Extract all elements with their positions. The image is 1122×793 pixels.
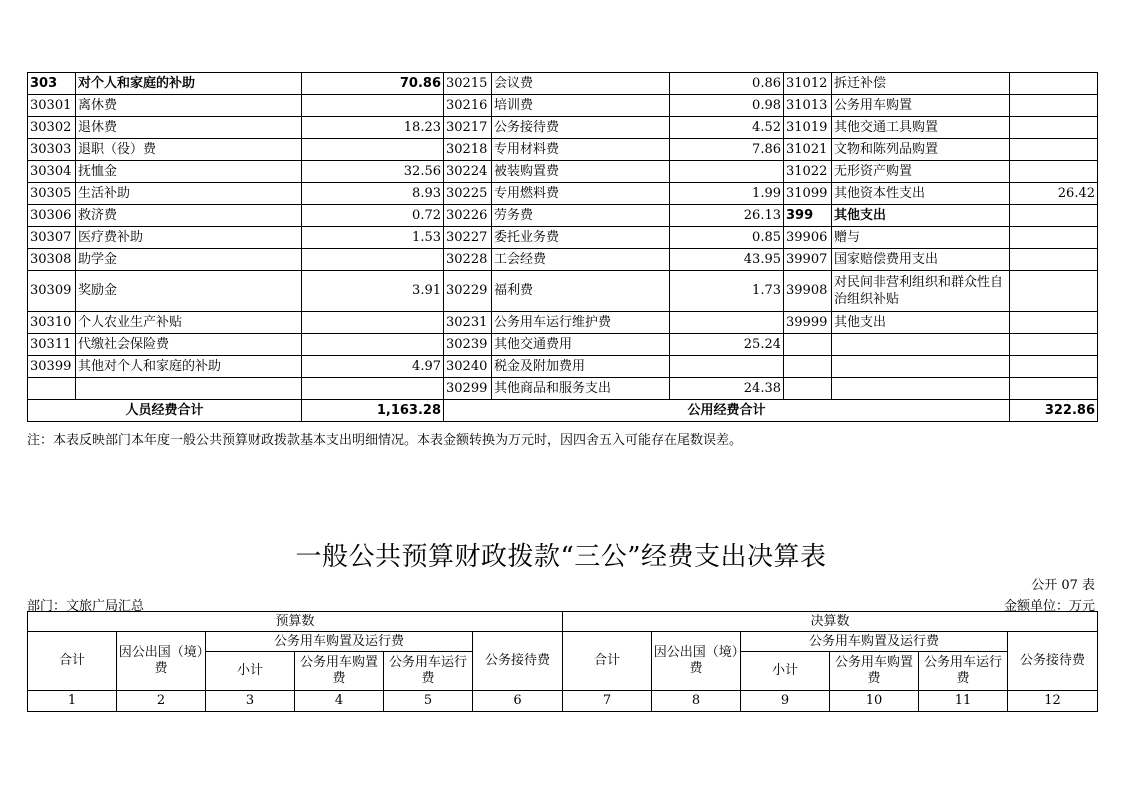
- table-row: [28, 183, 1098, 205]
- item-code: 30227: [444, 227, 492, 249]
- item-code: 39908: [784, 271, 832, 312]
- column-number: 1: [28, 691, 117, 712]
- totals-row: [28, 400, 1098, 422]
- item-code: 30310: [28, 312, 76, 334]
- item-code: 30216: [444, 95, 492, 117]
- item-amount: [1010, 249, 1098, 271]
- item-code: 30224: [444, 161, 492, 183]
- item-code: [28, 378, 76, 400]
- item-code: 31013: [784, 95, 832, 117]
- item-amount: [302, 378, 444, 400]
- table-row: [28, 205, 1098, 227]
- item-name: 培训费: [492, 95, 670, 117]
- item-amount: [1010, 205, 1098, 227]
- item-amount: [302, 249, 444, 271]
- item-code: [784, 378, 832, 400]
- item-code: 30229: [444, 271, 492, 312]
- item-amount: [1010, 334, 1098, 356]
- item-code: 30301: [28, 95, 76, 117]
- column-number-row: [28, 691, 1098, 712]
- item-name: 其他资本性支出: [832, 183, 1010, 205]
- item-code: 30308: [28, 249, 76, 271]
- item-amount: 3.91: [302, 271, 444, 312]
- item-name: 委托业务费: [492, 227, 670, 249]
- budget-subtotal-header: 小计: [206, 652, 295, 691]
- item-code: 30226: [444, 205, 492, 227]
- item-amount: [1010, 95, 1098, 117]
- item-amount: [302, 139, 444, 161]
- amount-unit-label: 金额单位：万元: [1003, 599, 1095, 614]
- item-name: 文物和陈列品购置: [832, 139, 1010, 161]
- item-amount: 18.23: [302, 117, 444, 139]
- item-amount: [670, 356, 784, 378]
- budget-header: 预算数: [28, 612, 563, 632]
- personnel-total-value: 1,163.28: [302, 400, 444, 422]
- item-amount: 0.85: [670, 227, 784, 249]
- department-label: 部门：文旅广局汇总: [27, 599, 145, 614]
- item-code: 31099: [784, 183, 832, 205]
- column-number: 3: [206, 691, 295, 712]
- table-row: [28, 271, 1098, 312]
- item-code: 30231: [444, 312, 492, 334]
- item-name: 其他商品和服务支出: [492, 378, 670, 400]
- item-name: 其他支出: [832, 205, 1010, 227]
- item-amount: 4.97: [302, 356, 444, 378]
- item-amount: 8.93: [302, 183, 444, 205]
- item-name: 国家赔偿费用支出: [832, 249, 1010, 271]
- item-code: 31012: [784, 73, 832, 95]
- item-amount: 0.86: [670, 73, 784, 95]
- column-number: 9: [741, 691, 830, 712]
- table-row: [28, 312, 1098, 334]
- item-name: 对个人和家庭的补助: [76, 73, 302, 95]
- item-name: 工会经费: [492, 249, 670, 271]
- item-amount: 1.73: [670, 271, 784, 312]
- item-amount: [1010, 73, 1098, 95]
- table-row: [28, 161, 1098, 183]
- item-name: 抚恤金: [76, 161, 302, 183]
- table-row: [28, 227, 1098, 249]
- item-amount: [302, 312, 444, 334]
- item-code: 30228: [444, 249, 492, 271]
- item-amount: [670, 161, 784, 183]
- item-name: 其他交通工具购置: [832, 117, 1010, 139]
- item-amount: 26.42: [1010, 183, 1098, 205]
- item-code: 30215: [444, 73, 492, 95]
- item-name: 福利费: [492, 271, 670, 312]
- item-code: [784, 356, 832, 378]
- item-amount: [1010, 117, 1098, 139]
- item-amount: [1010, 312, 1098, 334]
- item-code: 30307: [28, 227, 76, 249]
- item-amount: [1010, 227, 1098, 249]
- item-name: 被装购置费: [492, 161, 670, 183]
- item-code: 30302: [28, 117, 76, 139]
- item-name: 退休费: [76, 117, 302, 139]
- budget-vehicle-purchase-header: 公务用车购置费: [295, 652, 384, 691]
- item-name: 其他支出: [832, 312, 1010, 334]
- item-name: 代缴社会保险费: [76, 334, 302, 356]
- item-name: 劳务费: [492, 205, 670, 227]
- public-total-value: 322.86: [1010, 400, 1098, 422]
- budget-reception-header: 公务接待费: [473, 632, 563, 691]
- item-code: 31021: [784, 139, 832, 161]
- item-name: 退职（役）费: [76, 139, 302, 161]
- public-total-label: 公用经费合计: [444, 400, 1010, 422]
- item-code: 30217: [444, 117, 492, 139]
- item-code: 30311: [28, 334, 76, 356]
- final-abroad-header: 因公出国（境）费: [652, 632, 741, 691]
- item-code: 30399: [28, 356, 76, 378]
- table-row: [28, 356, 1098, 378]
- item-code: 39907: [784, 249, 832, 271]
- item-name: 奖励金: [76, 271, 302, 312]
- item-name: 会议费: [492, 73, 670, 95]
- item-code: 31019: [784, 117, 832, 139]
- item-name: [76, 378, 302, 400]
- item-name: 对民间非营利组织和群众性自治组织补贴: [832, 271, 1010, 312]
- final-subtotal-header: 小计: [741, 652, 830, 691]
- item-amount: 70.86: [302, 73, 444, 95]
- column-number: 6: [473, 691, 563, 712]
- item-code: [784, 334, 832, 356]
- item-name: 其他对个人和家庭的补助: [76, 356, 302, 378]
- final-total-header: 合计: [563, 632, 652, 691]
- item-code: 30304: [28, 161, 76, 183]
- table-row: [28, 73, 1098, 95]
- table-row: [28, 95, 1098, 117]
- item-code: 30225: [444, 183, 492, 205]
- item-name: 其他交通费用: [492, 334, 670, 356]
- item-code: 30309: [28, 271, 76, 312]
- final-vehicle-purchase-header: 公务用车购置费: [830, 652, 919, 691]
- item-code: 30306: [28, 205, 76, 227]
- column-number: 8: [652, 691, 741, 712]
- basic-expenditure-detail-table: [27, 72, 1098, 422]
- item-code: 30299: [444, 378, 492, 400]
- item-name: 拆迁补偿: [832, 73, 1010, 95]
- final-header: 决算数: [563, 612, 1098, 632]
- item-name: 专用材料费: [492, 139, 670, 161]
- item-amount: [302, 95, 444, 117]
- item-code: 30239: [444, 334, 492, 356]
- budget-vehicle-group-header: 公务用车购置及运行费: [206, 632, 473, 652]
- column-number: 5: [384, 691, 473, 712]
- item-amount: 25.24: [670, 334, 784, 356]
- item-amount: 26.13: [670, 205, 784, 227]
- item-name: 赠与: [832, 227, 1010, 249]
- item-code: 303: [28, 73, 76, 95]
- table-row: [28, 249, 1098, 271]
- item-name: 专用燃料费: [492, 183, 670, 205]
- item-name: [832, 378, 1010, 400]
- header-row-2: [28, 632, 1098, 652]
- item-code: 39999: [784, 312, 832, 334]
- final-vehicle-operation-header: 公务用车运行费: [919, 652, 1008, 691]
- item-amount: [1010, 378, 1098, 400]
- item-amount: 43.95: [670, 249, 784, 271]
- item-name: 生活补助: [76, 183, 302, 205]
- item-amount: [1010, 139, 1098, 161]
- personnel-total-label: 人员经费合计: [28, 400, 302, 422]
- item-name: 公务用车购置: [832, 95, 1010, 117]
- item-code: 39906: [784, 227, 832, 249]
- final-reception-header: 公务接待费: [1008, 632, 1098, 691]
- item-code: 30305: [28, 183, 76, 205]
- column-number: 7: [563, 691, 652, 712]
- item-amount: 4.52: [670, 117, 784, 139]
- table-row: [28, 378, 1098, 400]
- item-name: 无形资产购置: [832, 161, 1010, 183]
- header-row-1: [28, 612, 1098, 632]
- column-number: 11: [919, 691, 1008, 712]
- item-name: 税金及附加费用: [492, 356, 670, 378]
- item-code: 30240: [444, 356, 492, 378]
- column-number: 2: [117, 691, 206, 712]
- item-name: [832, 334, 1010, 356]
- item-name: 助学金: [76, 249, 302, 271]
- table-row: [28, 334, 1098, 356]
- item-name: [832, 356, 1010, 378]
- item-code: 31022: [784, 161, 832, 183]
- item-code: 30303: [28, 139, 76, 161]
- item-name: 公务接待费: [492, 117, 670, 139]
- table-note: 注：本表反映部门本年度一般公共预算财政拨款基本支出明细情况。本表金额转换为万元时，因四舍五入可能存在尾数误差。: [27, 433, 743, 448]
- item-name: 医疗费补助: [76, 227, 302, 249]
- item-amount: 7.86: [670, 139, 784, 161]
- item-amount: [1010, 271, 1098, 312]
- item-amount: [1010, 161, 1098, 183]
- item-amount: 0.72: [302, 205, 444, 227]
- sangong-title: 一般公共预算财政拨款“三公”经费支出决算表: [295, 542, 827, 572]
- column-number: 12: [1008, 691, 1098, 712]
- item-amount: 32.56: [302, 161, 444, 183]
- item-amount: [670, 312, 784, 334]
- item-amount: [1010, 356, 1098, 378]
- table-row: [28, 139, 1098, 161]
- detail-table-body: [28, 73, 1098, 400]
- item-name: 救济费: [76, 205, 302, 227]
- item-amount: [302, 334, 444, 356]
- item-name: 个人农业生产补贴: [76, 312, 302, 334]
- item-name: 离休费: [76, 95, 302, 117]
- item-name: 公务用车运行维护费: [492, 312, 670, 334]
- item-amount: 0.98: [670, 95, 784, 117]
- item-amount: 1.53: [302, 227, 444, 249]
- sangong-expenditure-table: [27, 611, 1098, 712]
- item-code: 30218: [444, 139, 492, 161]
- budget-abroad-header: 因公出国（境）费: [117, 632, 206, 691]
- form-number: 公开 07 表: [1031, 578, 1095, 593]
- column-number: 10: [830, 691, 919, 712]
- budget-total-header: 合计: [28, 632, 117, 691]
- budget-vehicle-operation-header: 公务用车运行费: [384, 652, 473, 691]
- table-row: [28, 117, 1098, 139]
- item-amount: 24.38: [670, 378, 784, 400]
- item-code: 399: [784, 205, 832, 227]
- final-vehicle-group-header: 公务用车购置及运行费: [741, 632, 1008, 652]
- item-amount: 1.99: [670, 183, 784, 205]
- column-number: 4: [295, 691, 384, 712]
